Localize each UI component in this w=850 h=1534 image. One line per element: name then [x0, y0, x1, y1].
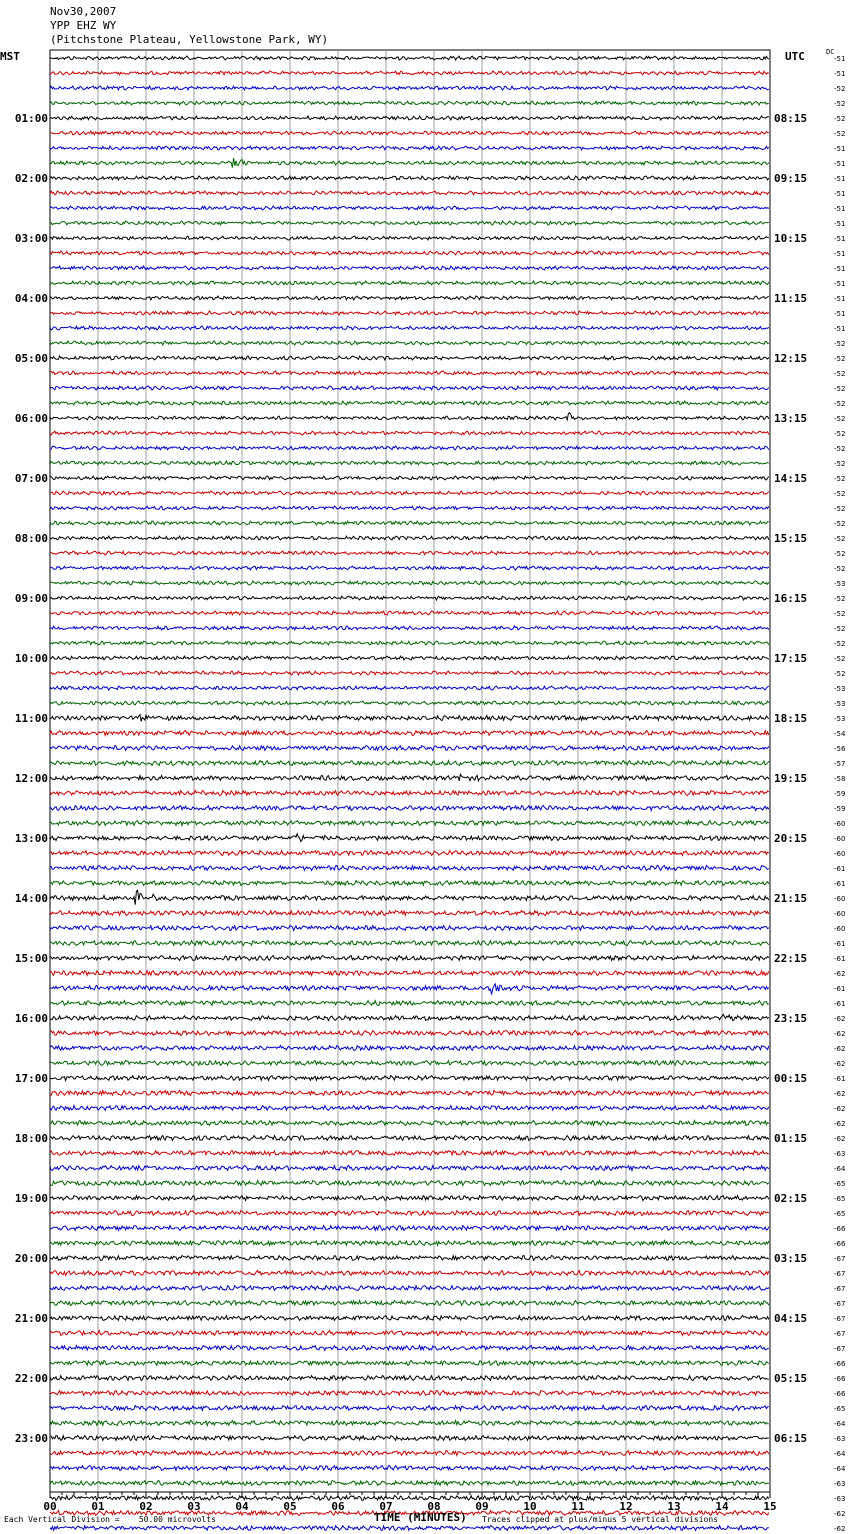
trace-line — [50, 431, 769, 435]
trace-line — [50, 851, 769, 856]
trace-line — [50, 266, 769, 270]
dc-offset-label: -67 — [834, 1300, 846, 1308]
division-scale-note: Each Vertical Division = 50.00 microvolts — [4, 1515, 216, 1524]
dc-offset-label: -51 — [834, 325, 846, 333]
dc-offset-label: -54 — [834, 730, 846, 738]
mst-hour-label: 13:00 — [14, 832, 48, 845]
trace-line — [50, 1466, 769, 1471]
x-tick-label: 00 — [43, 1500, 57, 1513]
trace-line — [50, 341, 769, 345]
dc-offset-label: -62 — [834, 1105, 846, 1113]
trace-line — [50, 1331, 769, 1336]
trace-line — [50, 746, 769, 751]
mst-hour-label: 07:00 — [14, 472, 48, 485]
trace-line — [50, 281, 769, 285]
trace-line — [50, 1361, 769, 1366]
mst-hour-label: 22:00 — [14, 1372, 48, 1385]
x-tick-label: 03 — [187, 1500, 201, 1513]
trace-line — [50, 926, 769, 931]
utc-hour-label: 05:15 — [774, 1372, 808, 1385]
dc-offset-label: -52 — [834, 625, 846, 633]
station-location: (Pitchstone Plateau, Yellowstone Park, WY) — [50, 33, 329, 46]
dc-offset-label: -61 — [834, 1075, 846, 1083]
dc-offset-label: -51 — [834, 160, 846, 168]
mst-hour-label: 14:00 — [14, 892, 48, 905]
dc-offset-header: DC — [826, 48, 835, 56]
utc-hour-label: 04:15 — [774, 1312, 808, 1325]
dc-offset-label: -65 — [834, 1180, 846, 1188]
x-tick-label: 12 — [619, 1500, 633, 1513]
trace-line — [50, 1376, 769, 1381]
x-tick-label: 14 — [715, 1500, 729, 1513]
dc-offset-label: -61 — [834, 955, 846, 963]
trace-line — [50, 1496, 769, 1501]
dc-offset-label: -51 — [834, 235, 846, 243]
x-tick-label: 01 — [91, 1500, 105, 1513]
utc-hour-label: 06:15 — [774, 1432, 808, 1445]
mst-hour-label: 20:00 — [14, 1252, 48, 1265]
trace-line — [50, 971, 769, 976]
dc-offset-label: -65 — [834, 1210, 846, 1218]
dc-offset-label: -52 — [834, 385, 846, 393]
mst-hour-label: 02:00 — [14, 172, 48, 185]
trace-line — [50, 596, 769, 600]
trace-line — [50, 1526, 769, 1531]
utc-hour-label: 16:15 — [774, 592, 808, 605]
trace-line — [50, 251, 769, 255]
dc-offset-label: -52 — [834, 670, 846, 678]
mst-hour-label: 09:00 — [14, 592, 48, 605]
utc-hour-label: 09:15 — [774, 172, 808, 185]
trace-line — [50, 101, 769, 105]
trace-line — [50, 356, 769, 360]
mst-hour-label: 23:00 — [14, 1432, 48, 1445]
trace-line — [50, 1061, 769, 1066]
dc-offset-label: -62 — [834, 1015, 846, 1023]
dc-offset-label: -66 — [834, 1375, 846, 1383]
dc-offset-label: -51 — [834, 55, 846, 63]
trace-line — [50, 715, 769, 722]
dc-offset-label: -63 — [834, 1435, 846, 1443]
mst-hour-label: 19:00 — [14, 1192, 48, 1205]
utc-hour-label: 17:15 — [774, 652, 808, 665]
utc-hour-label: 12:15 — [774, 352, 808, 365]
dc-offset-label: -63 — [834, 1495, 846, 1503]
trace-line — [50, 671, 769, 675]
dc-offset-label: -64 — [834, 1465, 846, 1473]
utc-hour-label: 11:15 — [774, 292, 808, 305]
trace-line — [50, 1226, 769, 1231]
utc-hour-label: 13:15 — [774, 412, 808, 425]
x-tick-label: 15 — [763, 1500, 777, 1513]
x-tick-label: 11 — [571, 1500, 585, 1513]
dc-offset-label: -52 — [834, 640, 846, 648]
utc-hour-label: 22:15 — [774, 952, 808, 965]
trace-line — [50, 1076, 769, 1081]
dc-offset-label: -59 — [834, 790, 846, 798]
trace-line — [50, 1106, 769, 1111]
dc-offset-label: -62 — [834, 1090, 846, 1098]
dc-offset-label: -63 — [834, 1480, 846, 1488]
dc-offset-label: -62 — [834, 1120, 846, 1128]
x-tick-label: 10 — [523, 1500, 537, 1513]
x-tick-label: 06 — [331, 1500, 345, 1513]
dc-offset-label: -52 — [834, 415, 846, 423]
trace-line — [50, 806, 769, 811]
dc-offset-label: -51 — [834, 280, 846, 288]
trace-line — [50, 146, 769, 150]
utc-hour-label: 02:15 — [774, 1192, 808, 1205]
dc-offset-label: -61 — [834, 880, 846, 888]
dc-offset-label: -61 — [834, 865, 846, 873]
dc-offset-label: -67 — [834, 1270, 846, 1278]
x-tick-label: 08 — [427, 1500, 441, 1513]
utc-hour-label: 18:15 — [774, 712, 808, 725]
dc-offset-label: -52 — [834, 430, 846, 438]
x-tick-label: 13 — [667, 1500, 681, 1513]
dc-offset-label: -51 — [834, 250, 846, 258]
trace-line — [50, 1091, 769, 1096]
dc-offset-label: -62 — [834, 1045, 846, 1053]
trace-line — [50, 86, 769, 90]
left-timezone-label: MST — [0, 50, 20, 63]
mst-hour-label: 06:00 — [14, 412, 48, 425]
dc-offset-label: -61 — [834, 940, 846, 948]
x-tick-label: 02 — [139, 1500, 153, 1513]
dc-offset-label: -62 — [834, 1510, 846, 1518]
dc-offset-label: -52 — [834, 490, 846, 498]
trace-line — [50, 461, 769, 465]
utc-hour-label: 10:15 — [774, 232, 808, 245]
utc-hour-label: 03:15 — [774, 1252, 808, 1265]
dc-offset-label: -62 — [834, 1060, 846, 1068]
dc-offset-label: -51 — [834, 205, 846, 213]
utc-hour-label: 21:15 — [774, 892, 808, 905]
dc-offset-label: -61 — [834, 985, 846, 993]
dc-offset-label: -67 — [834, 1345, 846, 1353]
trace-line — [50, 641, 769, 645]
trace-line — [50, 401, 769, 405]
trace-line — [50, 1181, 769, 1186]
trace-line — [50, 911, 769, 916]
mst-hour-label: 12:00 — [14, 772, 48, 785]
mst-hour-label: 08:00 — [14, 532, 48, 545]
dc-offset-label: -51 — [834, 220, 846, 228]
dc-offset-label: -65 — [834, 1195, 846, 1203]
trace-line — [50, 1301, 769, 1306]
trace-line — [50, 491, 769, 495]
dc-offset-label: -67 — [834, 1330, 846, 1338]
dc-offset-label: -51 — [834, 175, 846, 183]
right-timezone-label: UTC — [785, 50, 805, 63]
x-tick-label: 07 — [379, 1500, 393, 1513]
trace-line — [50, 1001, 769, 1006]
dc-offset-label: -53 — [834, 685, 846, 693]
trace-line — [50, 1451, 769, 1456]
trace-line — [50, 611, 769, 615]
trace-line — [50, 881, 769, 886]
dc-offset-label: -53 — [834, 700, 846, 708]
trace-line — [50, 1256, 769, 1261]
dc-offset-label: -52 — [834, 655, 846, 663]
dc-offset-label: -52 — [834, 535, 846, 543]
utc-hour-label: 08:15 — [774, 112, 808, 125]
dc-offset-label: -52 — [834, 340, 846, 348]
trace-line — [50, 1391, 769, 1396]
mst-hour-label: 11:00 — [14, 712, 48, 725]
dc-offset-label: -52 — [834, 355, 846, 363]
dc-offset-label: -56 — [834, 745, 846, 753]
trace-line — [50, 1316, 769, 1321]
dc-offset-label: -60 — [834, 850, 846, 858]
mst-hour-label: 15:00 — [14, 952, 48, 965]
dc-offset-label: -51 — [834, 145, 846, 153]
utc-hour-label: 19:15 — [774, 772, 808, 785]
dc-offset-label: -52 — [834, 100, 846, 108]
dc-offset-label: -52 — [834, 400, 846, 408]
dc-offset-label: -60 — [834, 835, 846, 843]
dc-offset-label: -51 — [834, 265, 846, 273]
dc-offset-label: -52 — [834, 85, 846, 93]
utc-hour-label: 01:15 — [774, 1132, 808, 1145]
mst-hour-label: 05:00 — [14, 352, 48, 365]
dc-offset-label: -52 — [834, 475, 846, 483]
dc-offset-label: -60 — [834, 820, 846, 828]
dc-offset-label: -67 — [834, 1285, 846, 1293]
dc-offset-label: -51 — [834, 295, 846, 303]
trace-line — [50, 176, 769, 180]
trace-line — [50, 521, 769, 525]
dc-offset-label: -52 — [834, 445, 846, 453]
dc-offset-label: -52 — [834, 130, 846, 138]
mst-hour-label: 21:00 — [14, 1312, 48, 1325]
dc-offset-label: -65 — [834, 1405, 846, 1413]
dc-offset-label: -67 — [834, 1255, 846, 1263]
trace-line — [50, 1271, 769, 1276]
dc-offset-label: -66 — [834, 1240, 846, 1248]
trace-line — [50, 158, 769, 168]
station-code: YPP EHZ WY — [50, 19, 117, 32]
trace-line — [50, 761, 769, 766]
trace-line — [50, 536, 769, 540]
dc-offset-label: -51 — [834, 190, 846, 198]
trace-line — [50, 446, 769, 450]
plot-date: Nov30,2007 — [50, 5, 117, 18]
trace-line — [50, 566, 769, 570]
trace-line — [50, 941, 769, 946]
trace-line — [50, 386, 769, 390]
x-tick-label: 09 — [475, 1500, 489, 1513]
dc-offset-label: -60 — [834, 925, 846, 933]
dc-offset-label: -63 — [834, 1150, 846, 1158]
trace-line — [50, 686, 769, 690]
utc-hour-label: 20:15 — [774, 832, 808, 845]
dc-offset-label: -60 — [834, 895, 846, 903]
x-axis-title: TIME (MINUTES) — [374, 1511, 467, 1524]
utc-hour-label: 15:15 — [774, 532, 808, 545]
trace-line — [50, 1211, 769, 1216]
trace-line — [50, 774, 769, 780]
trace-line — [50, 656, 769, 660]
trace-line — [50, 131, 769, 135]
utc-hour-label: 14:15 — [774, 472, 808, 485]
utc-hour-label: 23:15 — [774, 1012, 808, 1025]
trace-line — [50, 626, 769, 630]
trace-line — [50, 1031, 769, 1036]
mst-hour-label: 04:00 — [14, 292, 48, 305]
clipping-note: Traces clipped at plus/minus 5 vertical divisions — [482, 1515, 719, 1524]
trace-line — [50, 956, 769, 961]
dc-offset-label: -61 — [834, 1000, 846, 1008]
mst-hour-label: 03:00 — [14, 232, 48, 245]
mst-hour-label: 01:00 — [14, 112, 48, 125]
trace-line — [50, 506, 769, 510]
dc-offset-label: -52 — [834, 505, 846, 513]
trace-line — [50, 1481, 769, 1486]
trace-line — [50, 581, 769, 585]
trace-line — [50, 1436, 769, 1441]
dc-offset-label: -66 — [834, 1360, 846, 1368]
trace-line — [50, 71, 769, 75]
mst-hour-label: 16:00 — [14, 1012, 48, 1025]
trace-line — [50, 236, 769, 240]
dc-offset-label: -62 — [834, 1135, 846, 1143]
trace-line — [50, 476, 769, 480]
dc-offset-label: -64 — [834, 1450, 846, 1458]
trace-line — [50, 866, 769, 871]
trace-line — [50, 551, 769, 555]
trace-line — [50, 1286, 769, 1291]
dc-offset-label: -51 — [834, 310, 846, 318]
trace-line — [50, 1421, 769, 1426]
dc-offset-label: -52 — [834, 520, 846, 528]
dc-offset-label: -52 — [834, 370, 846, 378]
trace-line — [50, 116, 769, 120]
dc-offset-label: -58 — [834, 775, 846, 783]
dc-offset-label: -52 — [834, 550, 846, 558]
trace-line — [50, 701, 769, 705]
trace-line — [50, 1196, 769, 1201]
mst-hour-label: 18:00 — [14, 1132, 48, 1145]
trace-line — [50, 1151, 769, 1156]
trace-line — [50, 413, 769, 420]
dc-offset-label: -52 — [834, 460, 846, 468]
mst-hour-label: 17:00 — [14, 1072, 48, 1085]
x-tick-label: 04 — [235, 1500, 249, 1513]
trace-line — [50, 1014, 769, 1020]
dc-offset-label: -66 — [834, 1390, 846, 1398]
trace-line — [50, 1241, 769, 1246]
trace-line — [50, 821, 769, 826]
trace-line — [50, 1166, 769, 1171]
trace-line — [50, 1046, 769, 1051]
dc-offset-label: -66 — [834, 1225, 846, 1233]
trace-line — [50, 890, 769, 905]
dc-offset-label: -53 — [834, 580, 846, 588]
utc-hour-label: 00:15 — [774, 1072, 808, 1085]
dc-offset-label: -52 — [834, 115, 846, 123]
dc-offset-label: -52 — [834, 565, 846, 573]
dc-offset-label: -57 — [834, 760, 846, 768]
dc-offset-label: -53 — [834, 715, 846, 723]
x-tick-label: 05 — [283, 1500, 297, 1513]
trace-line — [50, 56, 769, 60]
dc-offset-label: -52 — [834, 595, 846, 603]
dc-offset-label: -52 — [834, 610, 846, 618]
dc-offset-label: -51 — [834, 70, 846, 78]
trace-line — [50, 206, 769, 210]
trace-line — [50, 371, 769, 375]
trace-line — [50, 326, 769, 330]
trace-line — [50, 191, 769, 195]
trace-line — [50, 791, 769, 796]
trace-line — [50, 1136, 769, 1141]
trace-line — [50, 834, 769, 842]
dc-offset-label: -67 — [834, 1315, 846, 1323]
mst-hour-label: 10:00 — [14, 652, 48, 665]
trace-line — [50, 296, 769, 300]
dc-offset-label: -62 — [834, 1030, 846, 1038]
trace-line — [50, 1346, 769, 1351]
dc-offset-label: -59 — [834, 805, 846, 813]
trace-line — [50, 221, 769, 225]
trace-line — [50, 311, 769, 315]
dc-offset-label: -62 — [834, 970, 846, 978]
dc-offset-label: -62 — [834, 1525, 846, 1533]
trace-line — [50, 1406, 769, 1411]
dc-offset-label: -64 — [834, 1165, 846, 1173]
trace-line — [50, 731, 769, 736]
trace-line — [50, 984, 769, 995]
trace-line — [50, 1121, 769, 1126]
dc-offset-label: -60 — [834, 910, 846, 918]
dc-offset-label: -64 — [834, 1420, 846, 1428]
